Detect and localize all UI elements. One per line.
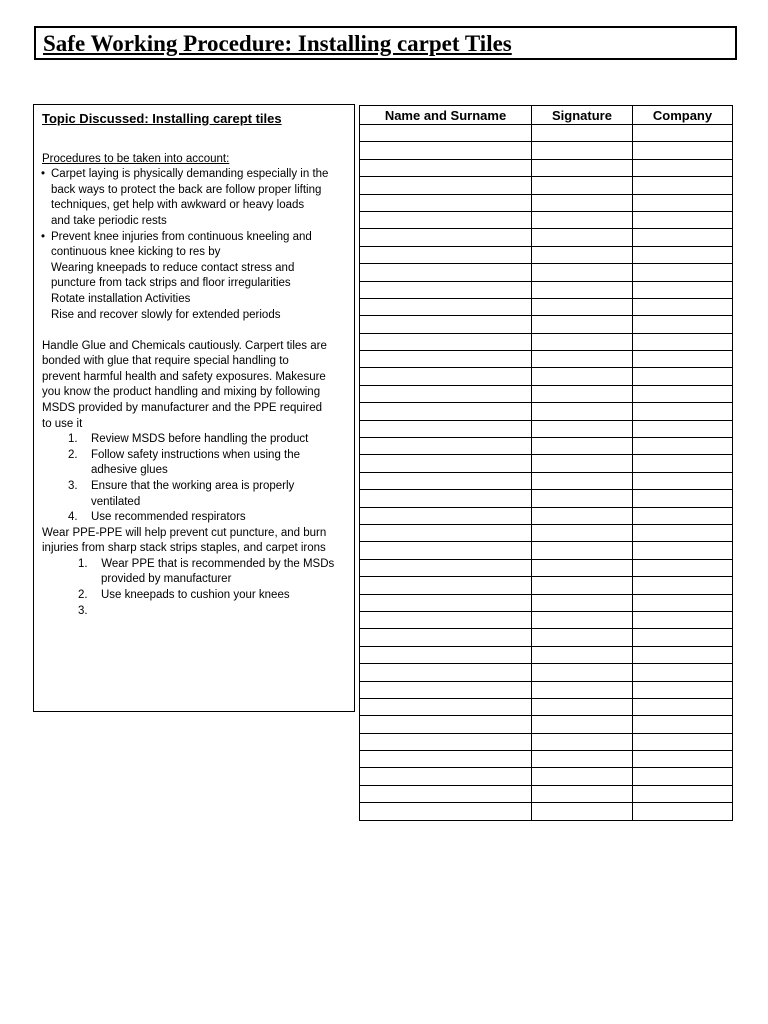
table-row — [360, 698, 733, 715]
table-row — [360, 646, 733, 663]
signature-cell[interactable] — [532, 751, 633, 768]
company-cell[interactable] — [633, 333, 733, 350]
name-cell[interactable] — [360, 698, 532, 715]
name-cell[interactable] — [360, 664, 532, 681]
table-row — [360, 142, 733, 159]
name-cell[interactable] — [360, 733, 532, 750]
company-cell[interactable] — [633, 577, 733, 594]
table-row — [360, 264, 733, 281]
company-cell[interactable] — [633, 177, 733, 194]
table-row — [360, 403, 733, 420]
signature-cell[interactable] — [532, 768, 633, 785]
name-cell[interactable] — [360, 298, 532, 315]
signature-cell[interactable] — [532, 194, 633, 211]
signature-cell[interactable] — [532, 438, 633, 455]
signature-cell[interactable] — [532, 246, 633, 263]
name-cell[interactable] — [360, 629, 532, 646]
company-cell[interactable] — [633, 611, 733, 628]
step-text: Use recommended respirators — [91, 511, 246, 523]
name-cell[interactable] — [360, 281, 532, 298]
name-cell[interactable] — [360, 542, 532, 559]
signature-cell[interactable] — [532, 420, 633, 437]
signature-cell[interactable] — [532, 211, 633, 228]
table-row — [360, 542, 733, 559]
name-cell[interactable] — [360, 368, 532, 385]
name-cell[interactable] — [360, 420, 532, 437]
signature-cell[interactable] — [532, 611, 633, 628]
name-cell[interactable] — [360, 472, 532, 489]
step-number: 2. — [68, 449, 78, 461]
table-row — [360, 507, 733, 524]
signature-cell[interactable] — [532, 385, 633, 402]
company-cell[interactable] — [633, 420, 733, 437]
table-row — [360, 125, 733, 142]
signature-cell[interactable] — [532, 681, 633, 698]
signature-cell[interactable] — [532, 316, 633, 333]
name-cell[interactable] — [360, 142, 532, 159]
company-cell[interactable] — [633, 594, 733, 611]
company-cell[interactable] — [633, 490, 733, 507]
step-number: 3. — [68, 480, 78, 492]
signature-cell[interactable] — [532, 664, 633, 681]
name-cell[interactable] — [360, 768, 532, 785]
table-row — [360, 577, 733, 594]
step-text: ventilated — [91, 496, 141, 508]
table-row — [360, 211, 733, 228]
signature-cell[interactable] — [532, 629, 633, 646]
step-number: 3. — [78, 605, 88, 617]
table-header-row — [360, 106, 733, 125]
company-cell[interactable] — [633, 264, 733, 281]
table-row — [360, 472, 733, 489]
table-row — [360, 298, 733, 315]
company-cell[interactable] — [633, 298, 733, 315]
table-row — [360, 438, 733, 455]
company-cell[interactable] — [633, 733, 733, 750]
company-cell[interactable] — [633, 785, 733, 802]
signature-cell[interactable] — [532, 455, 633, 472]
company-cell[interactable] — [633, 681, 733, 698]
step-number: 2. — [78, 589, 88, 601]
company-cell[interactable] — [633, 438, 733, 455]
table-row — [360, 177, 733, 194]
signature-cell[interactable] — [532, 368, 633, 385]
table-row — [360, 194, 733, 211]
name-cell[interactable] — [360, 785, 532, 802]
topic-box — [33, 104, 355, 712]
bullet-line: Wearing kneepads to reduce contact stress and — [51, 262, 295, 274]
attendance-body — [360, 125, 733, 821]
company-cell[interactable] — [633, 751, 733, 768]
bullet-line: Rotate installation Activities — [51, 293, 191, 305]
table-row — [360, 420, 733, 437]
company-cell[interactable] — [633, 472, 733, 489]
step-text: adhesive glues — [91, 464, 168, 476]
name-cell[interactable] — [360, 246, 532, 263]
table-row — [360, 768, 733, 785]
signature-cell[interactable] — [532, 716, 633, 733]
signature-cell[interactable] — [532, 542, 633, 559]
signature-cell[interactable] — [532, 646, 633, 663]
table-row — [360, 716, 733, 733]
name-cell[interactable] — [360, 316, 532, 333]
name-cell[interactable] — [360, 264, 532, 281]
signature-cell[interactable] — [532, 298, 633, 315]
bullet-line: puncture from tack strips and floor irregularities — [51, 277, 291, 289]
bullet-icon: • — [41, 231, 46, 243]
signature-cell[interactable] — [532, 264, 633, 281]
procedures-label: Procedures to be taken into account: — [42, 153, 230, 165]
company-cell[interactable] — [633, 803, 733, 820]
step-text: Review MSDS before handling the product — [91, 433, 309, 445]
table-row — [360, 664, 733, 681]
name-cell[interactable] — [360, 716, 532, 733]
bullet-line: back ways to protect the back are follow proper lifting — [51, 184, 322, 196]
name-cell[interactable] — [360, 194, 532, 211]
company-cell[interactable] — [633, 246, 733, 263]
glue-paragraph-line: you know the product handling and mixing by following — [42, 386, 321, 398]
company-cell[interactable] — [633, 646, 733, 663]
step-text: Ensure that the working area is properly — [91, 480, 295, 492]
bullet-line: continuous knee kicking to res by — [51, 246, 221, 258]
signature-cell[interactable] — [532, 803, 633, 820]
company-cell[interactable] — [633, 211, 733, 228]
signature-cell[interactable] — [532, 333, 633, 350]
company-cell[interactable] — [633, 125, 733, 142]
table-row — [360, 629, 733, 646]
ppe-paragraph-line: Wear PPE-PPE will help prevent cut puncture, and burn — [42, 527, 327, 539]
table-row — [360, 751, 733, 768]
name-cell[interactable] — [360, 333, 532, 350]
table-row — [360, 368, 733, 385]
bullet-line: Prevent knee injuries from continuous kneeling and — [51, 231, 312, 243]
company-cell[interactable] — [633, 194, 733, 211]
company-cell[interactable] — [633, 455, 733, 472]
signature-cell[interactable] — [532, 472, 633, 489]
name-cell[interactable] — [360, 403, 532, 420]
bullet-line: and take periodic rests — [51, 215, 167, 227]
company-cell[interactable] — [633, 159, 733, 176]
name-cell[interactable] — [360, 594, 532, 611]
step-number: 1. — [68, 433, 78, 445]
title-box — [34, 26, 737, 60]
company-cell[interactable] — [633, 768, 733, 785]
company-cell[interactable] — [633, 229, 733, 246]
table-row — [360, 490, 733, 507]
table-row — [360, 159, 733, 176]
name-cell[interactable] — [360, 455, 532, 472]
company-cell[interactable] — [633, 507, 733, 524]
name-cell[interactable] — [360, 159, 532, 176]
page-title: Safe Working Procedure: Installing carpet Tiles — [43, 31, 512, 56]
signature-cell[interactable] — [532, 698, 633, 715]
name-cell[interactable] — [360, 577, 532, 594]
table-row — [360, 733, 733, 750]
topic-heading: Topic Discussed: Installing carept tiles — [42, 111, 282, 126]
bullet-icon: • — [41, 168, 46, 180]
name-cell[interactable] — [360, 438, 532, 455]
name-cell[interactable] — [360, 490, 532, 507]
table-row — [360, 246, 733, 263]
signature-column-header: Signature — [532, 106, 633, 125]
company-cell[interactable] — [633, 368, 733, 385]
signature-cell[interactable] — [532, 594, 633, 611]
table-row — [360, 803, 733, 820]
company-cell[interactable] — [633, 524, 733, 541]
glue-paragraph-line: to use it — [42, 418, 83, 430]
name-cell[interactable] — [360, 524, 532, 541]
table-row — [360, 594, 733, 611]
name-cell[interactable] — [360, 385, 532, 402]
signature-cell[interactable] — [532, 229, 633, 246]
name-cell[interactable] — [360, 559, 532, 576]
company-cell[interactable] — [633, 385, 733, 402]
company-cell[interactable] — [633, 716, 733, 733]
bullet-line: techniques, get help with awkward or heavy loads — [51, 199, 305, 211]
name-cell[interactable] — [360, 351, 532, 368]
table-row — [360, 785, 733, 802]
company-cell[interactable] — [633, 403, 733, 420]
table-row — [360, 385, 733, 402]
name-cell[interactable] — [360, 177, 532, 194]
company-cell[interactable] — [633, 142, 733, 159]
company-cell[interactable] — [633, 629, 733, 646]
company-column-header: Company — [633, 106, 733, 125]
signature-cell[interactable] — [532, 281, 633, 298]
bullet-line: Rise and recover slowly for extended periods — [51, 309, 281, 321]
table-row — [360, 333, 733, 350]
signature-cell[interactable] — [532, 125, 633, 142]
step-number: 4. — [68, 511, 78, 523]
glue-paragraph-line: bonded with glue that require special handling to — [42, 355, 289, 367]
company-cell[interactable] — [633, 664, 733, 681]
name-cell[interactable] — [360, 507, 532, 524]
name-cell[interactable] — [360, 229, 532, 246]
table-row — [360, 524, 733, 541]
signature-cell[interactable] — [532, 524, 633, 541]
company-cell[interactable] — [633, 316, 733, 333]
glue-paragraph-line: MSDS provided by manufacturer and the PPE required — [42, 402, 322, 414]
table-row — [360, 229, 733, 246]
signature-cell[interactable] — [532, 785, 633, 802]
name-cell[interactable] — [360, 611, 532, 628]
name-cell[interactable] — [360, 125, 532, 142]
step-number: 1. — [78, 558, 88, 570]
signature-cell[interactable] — [532, 490, 633, 507]
name-cell[interactable] — [360, 803, 532, 820]
table-row — [360, 559, 733, 576]
step-text: Use kneepads to cushion your knees — [101, 589, 290, 601]
signature-cell[interactable] — [532, 577, 633, 594]
name-cell[interactable] — [360, 751, 532, 768]
signature-cell[interactable] — [532, 559, 633, 576]
company-cell[interactable] — [633, 542, 733, 559]
table-row — [360, 611, 733, 628]
company-cell[interactable] — [633, 559, 733, 576]
company-cell[interactable] — [633, 698, 733, 715]
step-text: Follow safety instructions when using the — [91, 449, 301, 461]
step-text: provided by manufacturer — [101, 573, 232, 585]
name-cell[interactable] — [360, 681, 532, 698]
company-cell[interactable] — [633, 281, 733, 298]
signature-cell[interactable] — [532, 177, 633, 194]
signature-cell[interactable] — [532, 159, 633, 176]
name-column-header: Name and Surname — [360, 106, 532, 125]
table-row — [360, 681, 733, 698]
table-row — [360, 455, 733, 472]
table-row — [360, 351, 733, 368]
attendance-table — [359, 105, 733, 821]
signature-cell[interactable] — [532, 733, 633, 750]
signature-cell[interactable] — [532, 403, 633, 420]
step-text: Wear PPE that is recommended by the MSDs — [98, 558, 335, 570]
table-row — [360, 281, 733, 298]
ppe-paragraph-line: injuries from sharp stack strips staples, and carpet irons — [42, 542, 326, 554]
name-cell[interactable] — [360, 646, 532, 663]
name-cell[interactable] — [360, 211, 532, 228]
signature-cell[interactable] — [532, 351, 633, 368]
glue-paragraph-line: Handle Glue and Chemicals cautiously. Carpert tiles are — [42, 340, 327, 352]
table-row — [360, 316, 733, 333]
signature-cell[interactable] — [532, 507, 633, 524]
signature-cell[interactable] — [532, 142, 633, 159]
bullet-line: Carpet laying is physically demanding especially in the — [51, 168, 329, 180]
glue-paragraph-line: prevent harmful health and safety exposures. Makesure — [42, 371, 326, 383]
company-cell[interactable] — [633, 351, 733, 368]
